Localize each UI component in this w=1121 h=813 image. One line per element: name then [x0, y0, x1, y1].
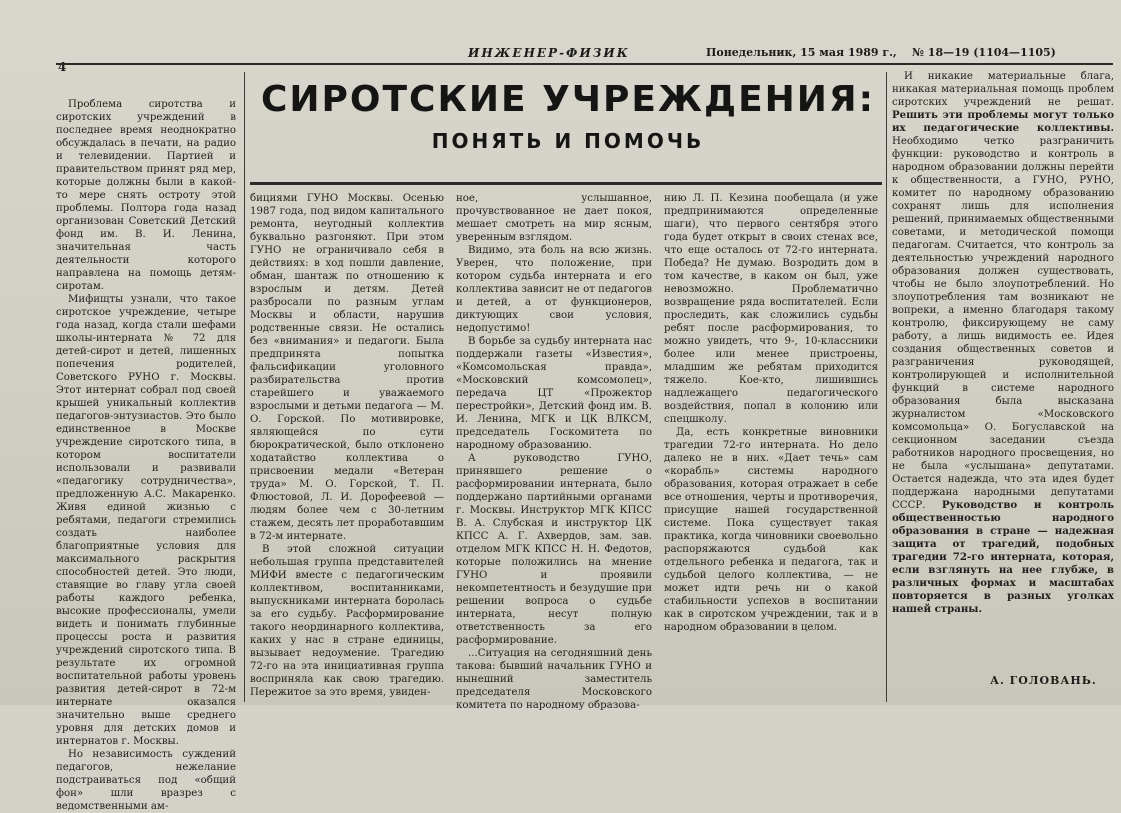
paragraph: А руководство ГУНО, принявшего решение о расформировании интерната, было поддержано партийными органами г. Москвы. Инструктор МГК КПСС В. А. Слубская и инструктор ЦК КПСС А. Г. Ахвердов, зам. зав. отделом МГК КПСС Н. Н. Федотов, которые положились на мнение ГУНО и проявили некомпетентность и безудушие при решении вопроса о судьбе интерната, несут полную ответственность за его расформирование. — [456, 453, 652, 646]
column-divider — [244, 72, 245, 702]
paragraph-text: И никакие материальные блага, никакая материальная помощь проблем сиротских учреждений не решат. — [892, 71, 1114, 108]
paragraph — [892, 70, 1114, 616]
bold-statement: Решить эти проблемы могут только их педагогические коллективы. — [892, 109, 1114, 134]
paragraph: Да, есть конкретные виновники трагедии 72-го интерната. Но дело далеко не в них. «Дает течь» сам «корабль» системы народного образования, которая отражает в себе все отношения, черты и противоречия, присущие нашей государственной системе. Пока существует такая практика, когда чиновники своевольно распоряжаются судьбой как отдельного ребенка и педагога, так и судьбой целого коллектива, — не может идти речь ни о какой стабильности успехов в воспитании как в сиротском учреждении, так и в народном образовании в целом. — [664, 427, 878, 633]
article-column-2 — [250, 192, 444, 700]
article-column-4 — [664, 192, 878, 700]
article-column-3 — [456, 192, 652, 711]
newspaper-name: ИНЖЕНЕР-ФИЗИК — [468, 46, 630, 60]
article-headline — [252, 78, 884, 154]
column-divider — [886, 72, 887, 702]
paragraph: В этой сложной ситуации небольшая группа представителей МИФИ вместе с педагогическим коллективом, воспитанниками, выпускниками интерната боролась за его судьбу. Расформирование такого неординарного коллектива, каких у нас в стране единицы, вызывает недоумение. Трагедию 72-го на эта инициативная группа восприняла как свою трагедию. Пережитое за это время, увиден- — [250, 544, 444, 698]
masthead — [0, 0, 1121, 74]
paragraph-text: Необходимо четко разграничить функции: руководство и контроль в народном образовании должны перейти к общественности, а ГУНО, РУНО, комитет по народному образованию сохранят лишь для исполнения решений, принимаемых общественными советами, и методической помощи педагогам. Считается, что контроль за деятельностью учреждений народного образования должен существовать, чтобы не было злоупотреблений. Но злоупотребления там возникают не вопреки, а именно благодаря такому контролю, фиксирующему не саму работу, а лишь видимость ее. Идея создания общественных советов и разграничения руководящей, контролирующей и исполнительной функций в системе народного образования была высказана журналистом «Московского комсомольца» О. Богуславской на секционном заседании съезда работников народного просвещения, но не была «услышана» депутатами. Остается надежда, что эта идея будет поддержана народными депутатами СССР. — [892, 136, 1114, 511]
article-subtitle: ПОНЯТЬ И ПОМОЧЬ — [431, 129, 705, 153]
issue-date: Понедельник, 15 мая 1989 г., — [706, 46, 897, 59]
headline-rule — [250, 182, 882, 185]
paragraph: Мифищты узнали, что такое сиротское учреждение, четыре года назад, когда стали шефами школы-интерната № 72 для детей-сирот и детей, лишенных попечения родителей, Советского РУНО г. Москвы. Этот интернат собрал под своей крышей уникальный коллектив педагогов-энтузиастов. Это было единственное в Москве учреждение сиротского типа, в котором воспитатели использовали и развивали «педагогику сотрудничества», предложенную А.С. Макаренко. Живя единой жизнью с ребятами, педагоги стремились создать наиболее благоприятные условия для максимального раскрытия способностей детей. Это люди, ставящие во главу угла своей работы каждого ребенка, высокие профессионалы, умели видеть и понимать глубинные процессы роста и развития учреждений сиротского типа. В результате их огромной воспитательной работы уровень развития детей-сирот в 72-м интернате оказался значительно выше среднего уровня для детских домов и интернатов г. Москвы. — [56, 294, 236, 747]
paragraph: В борьбе за судьбу интерната нас поддержали газеты «Известия», «Комсомольская правда», «Московский комсомолец», передача ЦТ «Прожектор перестройки», Детский фонд им. В. И. Ленина, МГК и ЦК ВЛКСМ, председатель Госкомитета по народному образованию. — [456, 336, 652, 451]
paragraph: ное, услышанное, прочувствованное не дает покоя, мешает смотреть на мир ясным, уверенным взглядом. — [456, 193, 652, 243]
issue-number: № 18—19 (1104—1105) — [912, 46, 1056, 59]
article-title: СИРОТСКИЕ УЧРЕЖДЕНИЯ: — [260, 79, 876, 120]
masthead-rule — [56, 63, 1113, 65]
bold-statement: Руководство и контроль общественностью народного образования в стране — надежная защита от трагедий, подобных трагедии 72-го интерната, которая, если взглянуть на нее глубже, в различных формах и масштабах повторяется в разных уголках нашей страны. — [892, 499, 1114, 615]
page-number: 4 — [58, 60, 67, 74]
paragraph: ...Ситуация на сегодняшний день такова: бывший начальник ГУНО и нынешний заместитель председателя Московского комитета по народному образова- — [456, 648, 652, 711]
paragraph: Но независимость суждений педагогов, нежелание подстраиваться под «общий фон» шли вразрез с ведомственными ам- — [56, 749, 236, 812]
paragraph: Видимо, эта боль на всю жизнь. Уверен, что положение, при котором судьба интерната и его коллектива зависит не от педагогов и детей, а от функционеров, диктующих свои условия, недопустимо! — [456, 245, 652, 334]
article-column-1 — [56, 98, 236, 812]
article-column-5 — [892, 70, 1114, 670]
author-signature: А. ГОЛОВАНЬ. — [990, 674, 1097, 687]
paragraph: нию Л. П. Кезина пообещала (и уже предпринимаются определенные шаги), что первого сентября этого года будет открыт в своих стенах все, что еще осталось от 72-го интерната. Победа? Не думаю. Возродить дом в том качестве, в каком он был, уже невозможно. Проблематично возвращение ряда воспитателей. Если проследить, как сложились судьбы ребят после расформирования, то можно увидеть, что 9-, 10-классники более или менее пристроены, младшим же ребятам приходится тяжело. Кое-кто, лишившись надлежащего педагогического воздействия, попал в колонию или спецшколу. — [664, 193, 878, 425]
paragraph: бициями ГУНО Москвы. Осенью 1987 года, под видом капитального ремонта, неугодный коллектив буквально разгоняют. При этом ГУНО не ограничивало себя в действиях: в ход пошли давление, обман, шантаж по отношению к взрослым и детям. Детей разбросали по разным углам Москвы и области, нарушив родственные связи. Не остались без «внимания» и педагоги. Была предпринята попытка фальсификации уголовного разбирательства против старейшего и уважаемого взрослыми и детьми педагога — М. О. Горской. По мотивировке, являющейся по сути бюрократической, было отклонено ходатайство коллектива о присвоении медали «Ветеран труда» М. О. Горской, Т. П. Флюстовой, Л. И. Дорофеевой — людям более чем с 30-летним стажем, десять лет проработавшим в 72-м интернате. — [250, 193, 444, 542]
paragraph: Проблема сиротства и сиротских учреждений в последнее время неоднократно обсуждалась в печати, на радио и телевидении. Партией и правительством принят ряд мер, которые должны были в какой-то мере снять остроту этой проблемы. Полтора года назад организован Советский Детский фонд им. В. И. Ленина, значительная часть деятельности которого направлена на помощь детям-сиротам. — [56, 99, 236, 292]
